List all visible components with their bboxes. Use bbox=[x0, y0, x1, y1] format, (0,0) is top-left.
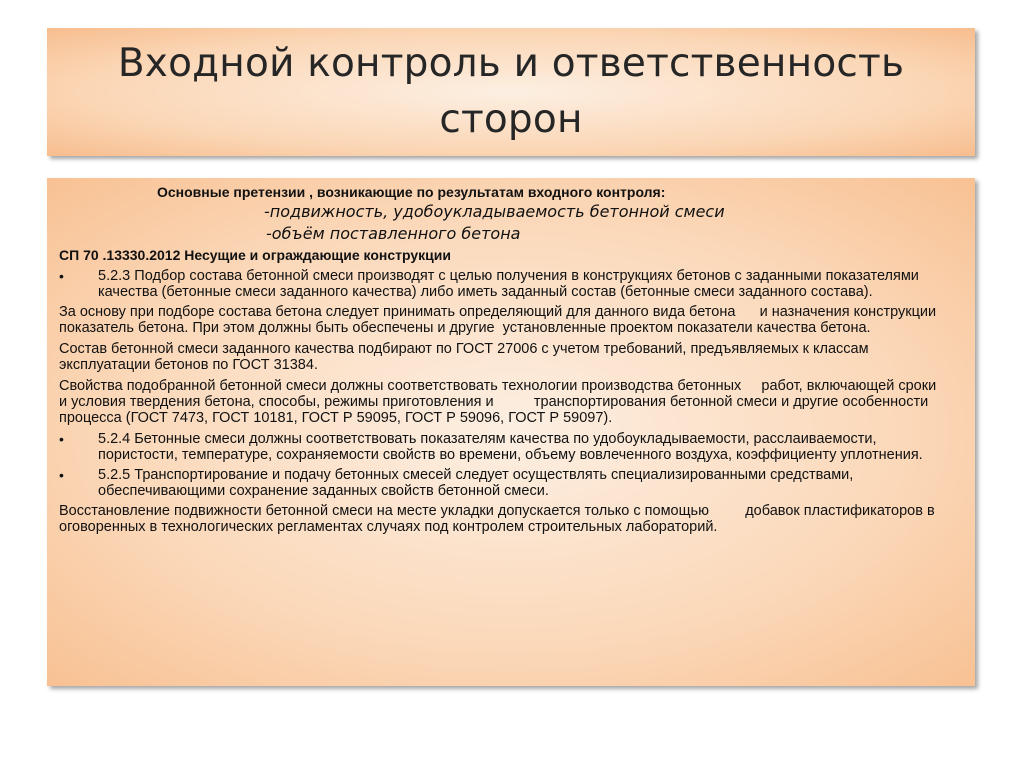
paragraph: Свойства подобранной бетонной смеси должны соответствовать технологии производства бетонных работ, включающей сроки и условия твердения бетона, способы, режимы приготовления и транспортирования бетонной смеси и другие особенности процесса (ГОСТ 7473, ГОСТ 10181, ГОСТ Р 59095, ГОСТ Р 59096, ГОСТ Р 59097). bbox=[59, 378, 941, 426]
bullet-marker: • bbox=[59, 467, 64, 483]
bullet-item bbox=[59, 268, 939, 300]
bullet-text: 5.2.4 Бетонные смеси должны соответствовать показателям качества по удобоукладываемости, расслаиваемости, пористости, температуре, сохраняемости свойств во времени, объему вовлеченного воздуха, коэффициенту уплотнения. bbox=[98, 431, 923, 463]
slide-title bbox=[118, 36, 904, 148]
slide-title-line2: сторон bbox=[439, 97, 583, 142]
bullet-text: 5.2.5 Транспортирование и подачу бетонных смесей следует осуществлять специализированными средствами, обеспечивающими сохранение заданных свойств бетонной смеси. bbox=[98, 467, 854, 499]
bullet-item bbox=[59, 431, 939, 463]
claim-item: -подвижность, удобоукладываемость бетонной смеси bbox=[264, 202, 725, 221]
title-box bbox=[47, 28, 975, 156]
bullet-marker: • bbox=[59, 268, 64, 284]
content-box bbox=[47, 178, 975, 686]
bullet-marker: • bbox=[59, 431, 64, 447]
paragraph: Восстановление подвижности бетонной смеси на месте укладки допускается только с помощью добавок пластификаторов в оговоренных в технологических регламентах случаях под контролем строительных лабораторий. bbox=[59, 503, 939, 535]
paragraph: Состав бетонной смеси заданного качества подбирают по ГОСТ 27006 с учетом требований, предъявляемых к классам эксплуатации бетонов по ГОСТ 31384. bbox=[59, 341, 869, 373]
slide-title-line1: Входной контроль и ответственность bbox=[117, 41, 905, 86]
bullet-item bbox=[59, 467, 939, 499]
claims-heading: Основные претензии , возникающие по результатам входного контроля: bbox=[157, 184, 666, 200]
sp-heading: СП 70 .13330.2012 Несущие и ограждающие конструкции bbox=[59, 247, 451, 263]
claim-item: -объём поставленного бетона bbox=[266, 224, 521, 243]
paragraph: За основу при подборе состава бетона следует принимать определяющий для данного вида бетона и назначения конструкции показатель бетона. При этом должны быть обеспечены и другие установленные проектом показатели качества бетона. bbox=[59, 304, 941, 336]
bullet-text: 5.2.3 Подбор состава бетонной смеси производят с целью получения в конструкциях бетонов с заданными показателями качества (бетонные смеси заданного качества) либо иметь заданный состав (бетонные смеси заданного состава). bbox=[98, 268, 919, 300]
